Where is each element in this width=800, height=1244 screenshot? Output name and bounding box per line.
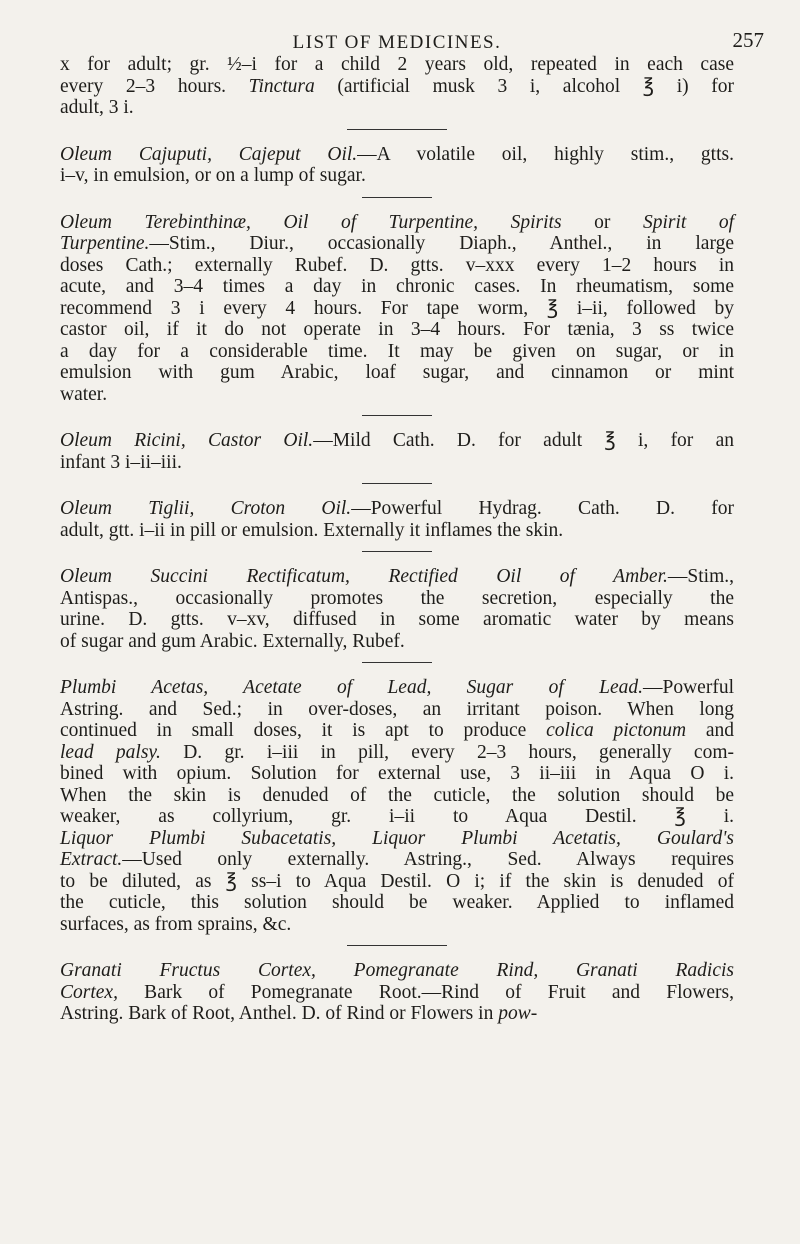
text-run: i–v, in emulsion, or on a lump of sugar. bbox=[60, 165, 366, 186]
italic-run: Turpentine. bbox=[60, 233, 150, 254]
italic-run: Oleum Succini Rectificatum, Rectified Oil of Amber. bbox=[60, 566, 668, 587]
text-line bbox=[60, 341, 734, 363]
text-run: the cuticle, this solution should be weaker. Applied to inflamed bbox=[60, 892, 734, 913]
italic-run: pow- bbox=[498, 1003, 538, 1024]
text-line bbox=[60, 212, 734, 234]
medicine-entry bbox=[60, 677, 734, 935]
text-line bbox=[60, 960, 734, 982]
section-divider bbox=[362, 415, 432, 416]
text-line bbox=[60, 430, 734, 452]
italic-run: Plumbi Acetas, Acetate of Lead, Sugar of Lead. bbox=[60, 677, 643, 698]
text-run: (artificial musk 3 i, alcohol ℥ i) for bbox=[314, 75, 734, 97]
text-line bbox=[60, 165, 734, 187]
text-line bbox=[60, 54, 734, 76]
text-line bbox=[60, 276, 734, 298]
text-run: every 2–3 hours. bbox=[60, 75, 249, 97]
text-run: and bbox=[686, 720, 735, 741]
text-line bbox=[60, 255, 734, 277]
italic-run: Extract. bbox=[60, 849, 123, 870]
text-line bbox=[60, 298, 734, 320]
running-title: LIST OF MEDICINES. bbox=[292, 32, 502, 53]
text-line bbox=[60, 785, 734, 807]
text-run: adult, gtt. i–ii in pill or emulsion. Externally it inflames the skin. bbox=[60, 519, 564, 541]
text-line bbox=[60, 763, 734, 785]
section-divider bbox=[347, 129, 447, 130]
page-number: 257 bbox=[732, 28, 764, 52]
medicine-entry bbox=[60, 54, 734, 119]
text-line bbox=[60, 97, 734, 119]
italic-run: Oleum Terebinthinæ, Oil of Turpentine, Spirits bbox=[60, 211, 562, 233]
text-run: infant 3 i–ii–iii. bbox=[60, 451, 182, 473]
text-run: urine. D. gtts. v–xv, diffused in some aromatic water by means bbox=[60, 609, 734, 630]
italic-run: Spirit of bbox=[642, 211, 735, 233]
text-run: continued in small doses, it is apt to produce bbox=[60, 720, 547, 741]
text-line bbox=[60, 914, 734, 936]
page-header bbox=[60, 24, 764, 54]
text-line bbox=[60, 1003, 734, 1025]
italic-run: lead palsy. bbox=[60, 741, 161, 763]
text-line bbox=[60, 384, 734, 406]
text-run: surfaces, as from sprains, &c. bbox=[60, 913, 292, 935]
text-run: —Stim., bbox=[667, 566, 734, 587]
text-run: —Powerful bbox=[643, 677, 734, 698]
italic-run: Oleum Ricini, Castor Oil. bbox=[60, 430, 314, 451]
text-run: a day for a considerable time. It may be given on sugar, or in bbox=[60, 340, 734, 362]
italic-run: Tinctura bbox=[248, 75, 315, 97]
text-line bbox=[60, 362, 734, 384]
text-line bbox=[60, 677, 734, 699]
text-run: or bbox=[561, 211, 643, 233]
text-line bbox=[60, 609, 734, 631]
text-line bbox=[60, 982, 734, 1004]
medicine-entry bbox=[60, 212, 734, 406]
text-run: D. gr. i–iii in pill, every 2–3 hours, generally com- bbox=[160, 741, 734, 763]
text-line bbox=[60, 233, 734, 255]
text-line bbox=[60, 699, 734, 721]
text-line bbox=[60, 566, 734, 588]
text-run: Astring. Bark of Root, Anthel. D. of Rind or Flowers in bbox=[60, 1003, 499, 1024]
text-run: —Mild Cath. D. for adult ℥ i, for an bbox=[313, 430, 734, 451]
text-run: Antispas., occasionally promotes the secretion, especially the bbox=[60, 587, 734, 609]
text-run: emulsion with gum Arabic, loaf sugar, and cinnamon or mint bbox=[60, 362, 734, 383]
text-run: water. bbox=[60, 383, 108, 405]
text-line bbox=[60, 588, 734, 610]
text-line bbox=[60, 452, 734, 474]
italic-run: Oleum Cajuputi, Cajeput Oil. bbox=[60, 143, 358, 165]
text-run: —Stim., Diur., occasionally Diaph., Anthel., in large bbox=[149, 233, 734, 254]
text-line bbox=[60, 828, 734, 850]
text-run: adult, 3 i. bbox=[60, 97, 134, 118]
text-run: Astring. and Sed.; in over-doses, an irritant poison. When long bbox=[60, 698, 734, 720]
text-run: castor oil, if it do not operate in 3–4 hours. For tænia, 3 ss twice bbox=[60, 319, 734, 340]
text-line bbox=[60, 631, 734, 653]
italic-run: Oleum Tiglii, Croton Oil. bbox=[60, 498, 352, 519]
italic-run: colica pictonum bbox=[546, 720, 687, 741]
text-run: weaker, as collyrium, gr. i–ii to Aqua Destil. ℥ i. bbox=[60, 806, 734, 827]
body-text bbox=[60, 54, 734, 1025]
section-divider bbox=[362, 662, 432, 663]
text-line bbox=[60, 76, 734, 98]
medicine-entry bbox=[60, 960, 734, 1025]
medicine-entry bbox=[60, 430, 734, 473]
text-line bbox=[60, 144, 734, 166]
medicine-entry bbox=[60, 566, 734, 652]
text-run: x for adult; gr. ½–i for a child 2 years old, repeated in each case bbox=[60, 54, 734, 75]
section-divider bbox=[362, 551, 432, 552]
text-run: bined with opium. Solution for external use, 3 ii–iii in Aqua O i. bbox=[60, 763, 734, 784]
section-divider bbox=[362, 197, 432, 198]
text-run: doses Cath.; externally Rubef. D. gtts. v–xxx every 1–2 hours in bbox=[60, 254, 734, 276]
section-divider bbox=[347, 945, 447, 946]
medicine-entry bbox=[60, 498, 734, 541]
text-line bbox=[60, 849, 734, 871]
italic-run: Granati Fructus Cortex, Pomegranate Rind, Granati Radicis bbox=[60, 960, 734, 981]
italic-run: Liquor Plumbi Subacetatis, Liquor Plumbi Acetatis, Goulard's bbox=[60, 827, 734, 849]
text-run: to be diluted, as ℥ ss–i to Aqua Destil. O i; if the skin is denuded of bbox=[60, 870, 734, 892]
text-line bbox=[60, 806, 734, 828]
text-run: Bark of Pomegranate Root.—Rind of Fruit and Flowers, bbox=[117, 981, 734, 1003]
text-line bbox=[60, 892, 734, 914]
italic-run: Cortex, bbox=[60, 981, 118, 1003]
text-run: acute, and 3–4 times a day in chronic cases. In rheumatism, some bbox=[60, 276, 734, 297]
section-divider bbox=[362, 483, 432, 484]
text-line bbox=[60, 720, 734, 742]
text-run: —A volatile oil, highly stim., gtts. bbox=[357, 143, 734, 165]
text-line bbox=[60, 742, 734, 764]
text-run: —Used only externally. Astring., Sed. Always requires bbox=[122, 849, 734, 870]
text-run: When the skin is denuded of the cuticle, the solution should be bbox=[60, 784, 734, 806]
text-line bbox=[60, 319, 734, 341]
text-line bbox=[60, 520, 734, 542]
text-run: —Powerful Hydrag. Cath. D. for bbox=[351, 498, 734, 519]
text-run: recommend 3 i every 4 hours. For tape worm, ℥ i–ii, followed by bbox=[60, 297, 734, 319]
text-run: of sugar and gum Arabic. Externally, Rubef. bbox=[60, 630, 405, 652]
medicine-entry bbox=[60, 144, 734, 187]
text-line bbox=[60, 871, 734, 893]
text-line bbox=[60, 498, 734, 520]
